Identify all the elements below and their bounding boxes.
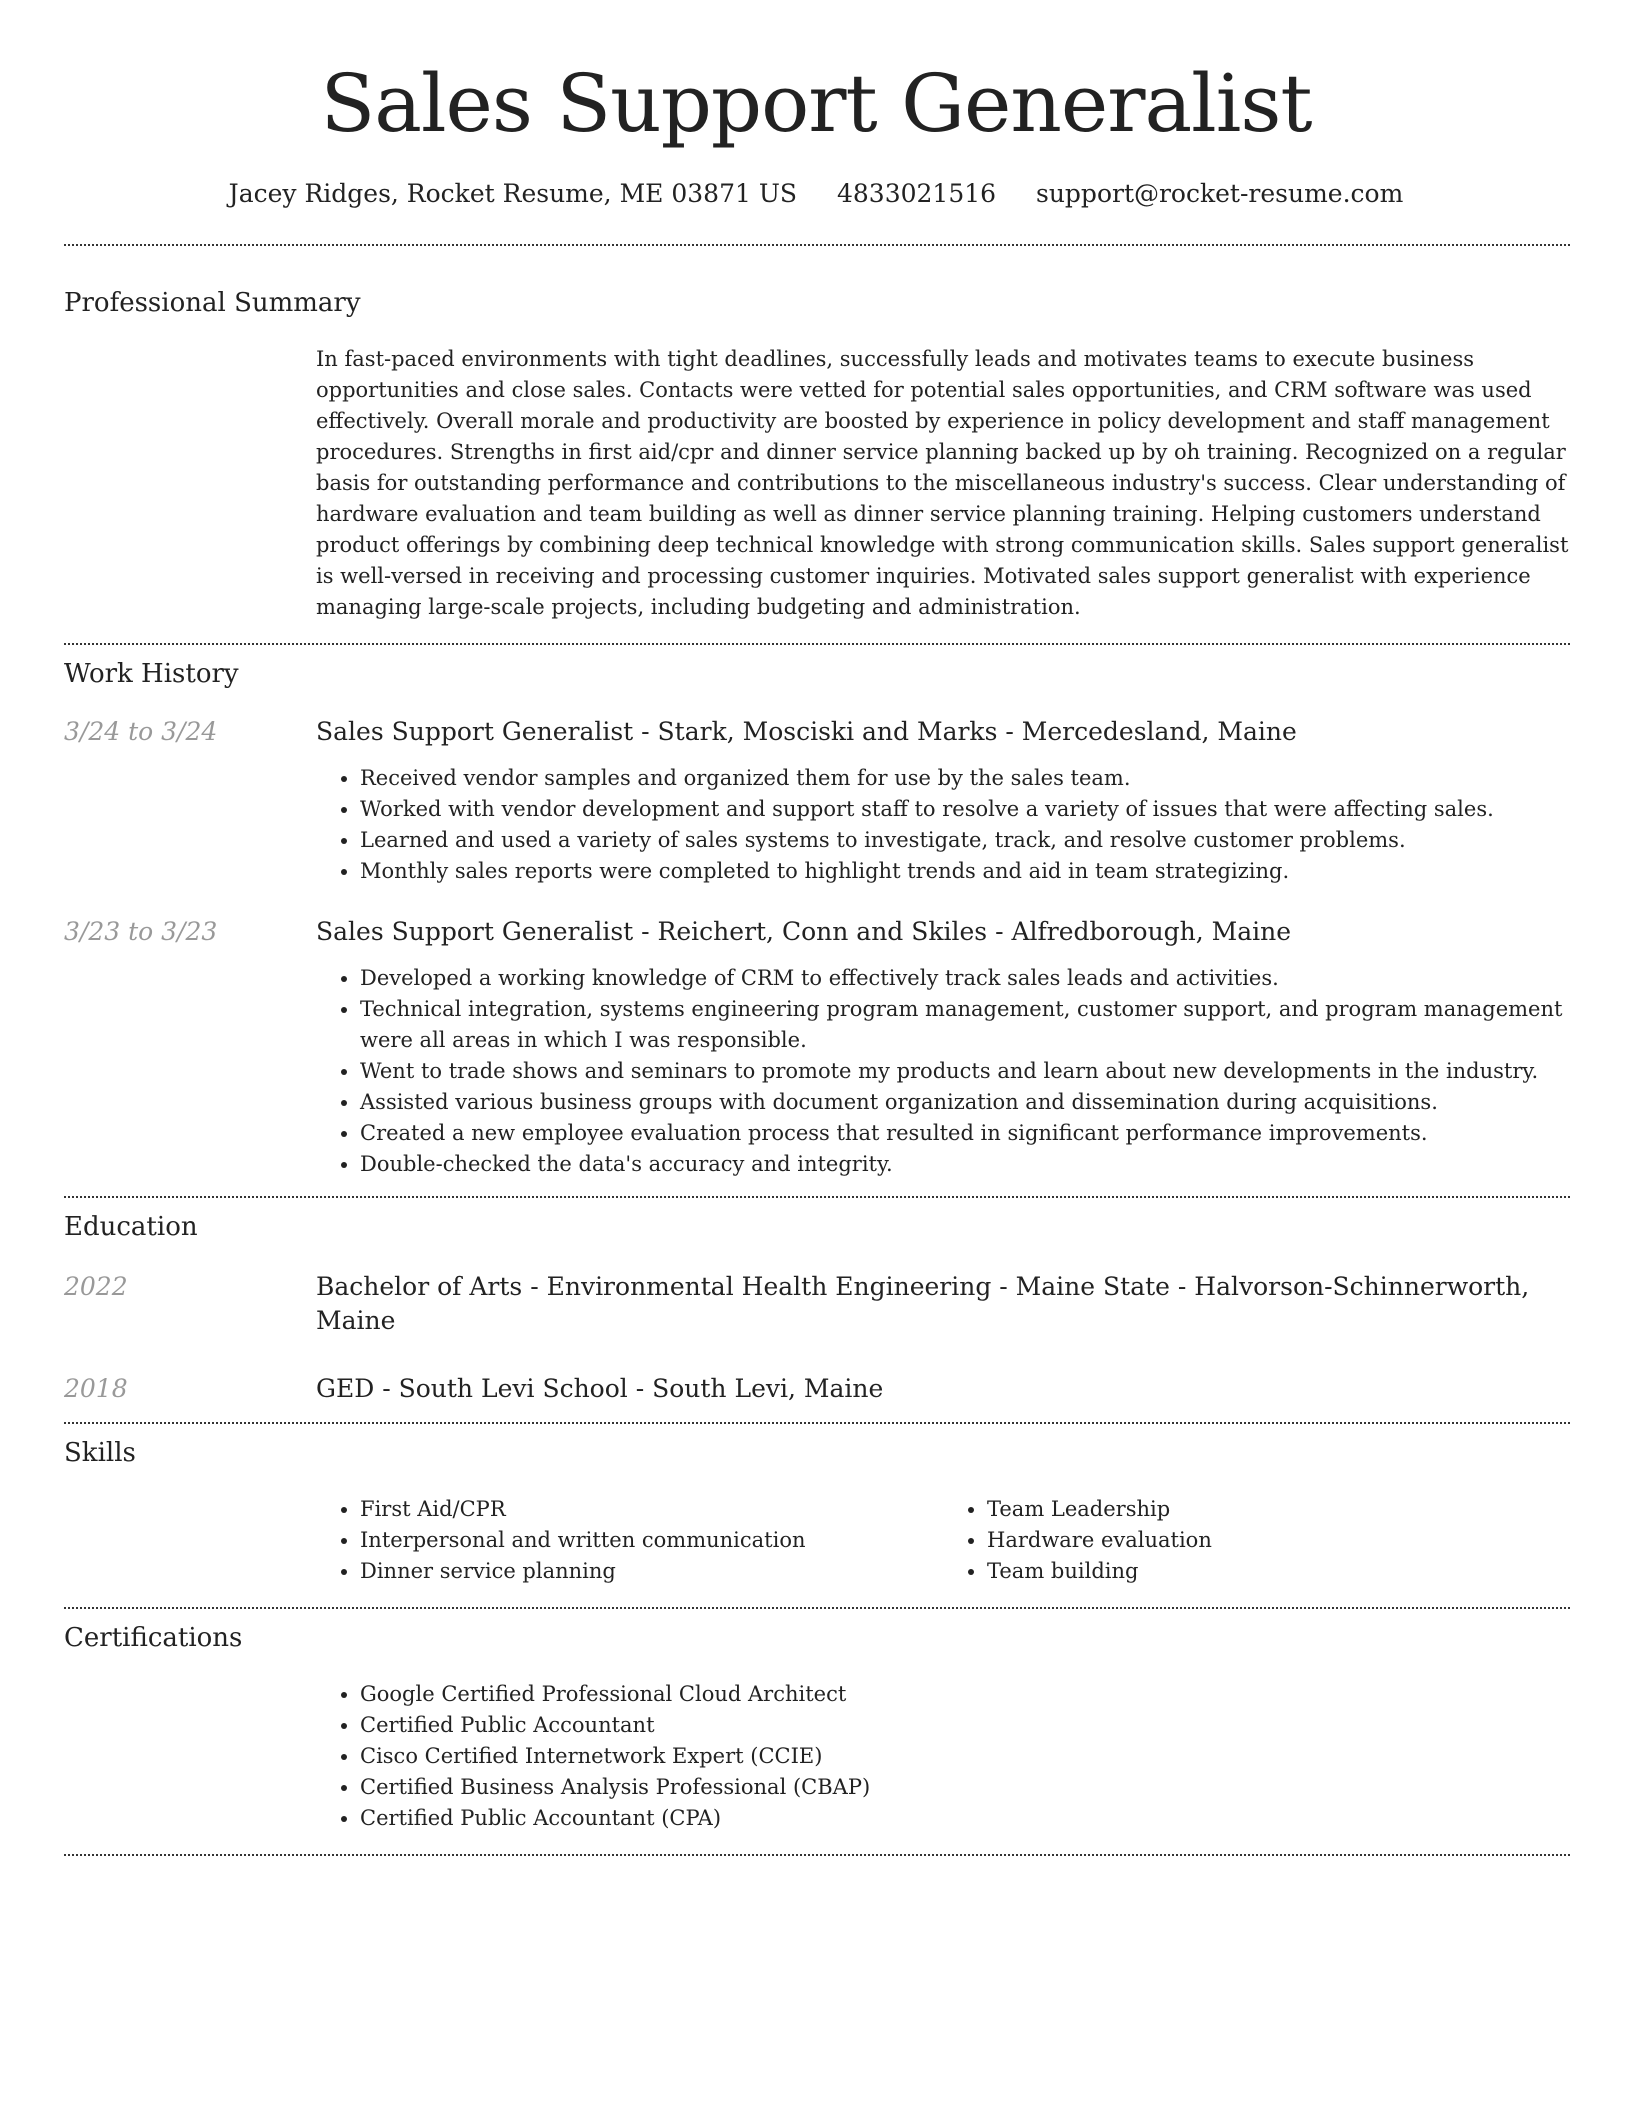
skills-column-left: [316, 1494, 943, 1587]
job-title: Sales Support Generalist - Stark, Mosciski and Marks - Mercedesland, Maine: [316, 717, 1297, 746]
divider: [64, 643, 1570, 645]
certifications-heading: Certifications: [64, 1623, 243, 1653]
job-bullets: [316, 763, 1570, 887]
skill-item: • Dinner service planning: [360, 1556, 943, 1587]
certifications-list: [316, 1679, 1570, 1834]
job-dates: 3/23 to 3/23: [64, 917, 218, 946]
education-title: Bachelor of Arts - Environmental Health Engineering - Maine State - Halvorson-Schinnerworth, Maine: [316, 1272, 1530, 1335]
skills-heading: Skills: [64, 1438, 136, 1468]
job-title: Sales Support Generalist - Reichert, Conn and Skiles - Alfredborough, Maine: [316, 917, 1292, 946]
certification-item: • Google Certified Professional Cloud Architect: [360, 1679, 1570, 1710]
job-bullet: • Went to trade shows and seminars to promote my products and learn about new developments in the industry.: [360, 1056, 1570, 1087]
education-year: 2022: [64, 1272, 128, 1301]
summary-heading: Professional Summary: [64, 288, 361, 318]
education-year: 2018: [64, 1374, 128, 1403]
education-entry: [0, 1270, 1632, 1338]
certification-item: • Cisco Certified Internetwork Expert (CCIE): [360, 1741, 1570, 1772]
certification-item: • Certified Public Accountant (CPA): [360, 1803, 1570, 1834]
divider: [64, 1422, 1570, 1424]
contact-phone: 4833021516: [836, 179, 997, 208]
skills-list: [316, 1494, 1570, 1587]
job-bullet: • Worked with vendor development and support staff to resolve a variety of issues that were affecting sales.: [360, 794, 1570, 825]
education-heading: Education: [64, 1212, 198, 1242]
divider: [64, 1854, 1570, 1856]
job-bullet: • Developed a working knowledge of CRM to effectively track sales leads and activities.: [360, 963, 1570, 994]
certification-item: • Certified Public Accountant: [360, 1710, 1570, 1741]
job-bullet: • Technical integration, systems engineering program management, customer support, and program management were all areas in which I was responsible.: [360, 994, 1570, 1056]
job-entry: [0, 915, 1632, 1180]
job-bullets: [316, 963, 1570, 1180]
skills-column-right: [943, 1494, 1570, 1587]
job-bullet: • Assisted various business groups with document organization and dissemination during acquisitions.: [360, 1087, 1570, 1118]
contact-email: support@rocket-resume.com: [1036, 179, 1404, 208]
skill-item: • Team Leadership: [987, 1494, 1570, 1525]
skill-item: • Interpersonal and written communication: [360, 1525, 943, 1556]
job-dates: 3/24 to 3/24: [64, 717, 218, 746]
certification-item: • Certified Business Analysis Professional (CBAP): [360, 1772, 1570, 1803]
skill-item: • Team building: [987, 1556, 1570, 1587]
divider: [64, 1607, 1570, 1609]
education-entry: [0, 1372, 1632, 1406]
job-bullet: • Received vendor samples and organized them for use by the sales team.: [360, 763, 1570, 794]
job-bullet: • Created a new employee evaluation process that resulted in significant performance improvements.: [360, 1118, 1570, 1149]
contact-line: [0, 178, 1632, 210]
summary-text: In fast-paced environments with tight deadlines, successfully leads and motivates teams to execute business opportunities and close sales. Contacts were vetted for potential sales opportunities, and CRM software was used effectively. Overall morale and productivity are boosted by experience in policy development and staff management procedures. Strengths in first aid/cpr and dinner service planning backed up by oh training. Recognized on a regular basis for outstanding performance and contributions to the miscellaneous industry's success. Clear understanding of hardware evaluation and team building as well as dinner service planning training. Helping customers understand product offerings by combining deep technical knowledge with strong communication skills. Sales support generalist is well-versed in receiving and processing customer inquiries. Motivated sales support generalist with experience managing large-scale projects, including budgeting and administration.: [316, 347, 1569, 619]
skill-item: • First Aid/CPR: [360, 1494, 943, 1525]
job-bullet: • Double-checked the data's accuracy and integrity.: [360, 1149, 1570, 1180]
job-bullet: • Monthly sales reports were completed to highlight trends and aid in team strategizing.: [360, 856, 1570, 887]
contact-address: Jacey Ridges, Rocket Resume, ME 03871 US: [228, 179, 798, 208]
job-bullet: • Learned and used a variety of sales systems to investigate, track, and resolve customer problems.: [360, 825, 1570, 856]
divider: [64, 1196, 1570, 1198]
divider: [64, 244, 1570, 246]
education-title: GED - South Levi School - South Levi, Maine: [316, 1374, 884, 1403]
summary-section: [316, 344, 1570, 623]
skill-item: • Hardware evaluation: [987, 1525, 1570, 1556]
certifications-section: [316, 1679, 1570, 1834]
work-history-heading: Work History: [64, 659, 239, 689]
job-entry: [0, 715, 1632, 887]
resume-title: Sales Support Generalist: [320, 57, 1312, 150]
